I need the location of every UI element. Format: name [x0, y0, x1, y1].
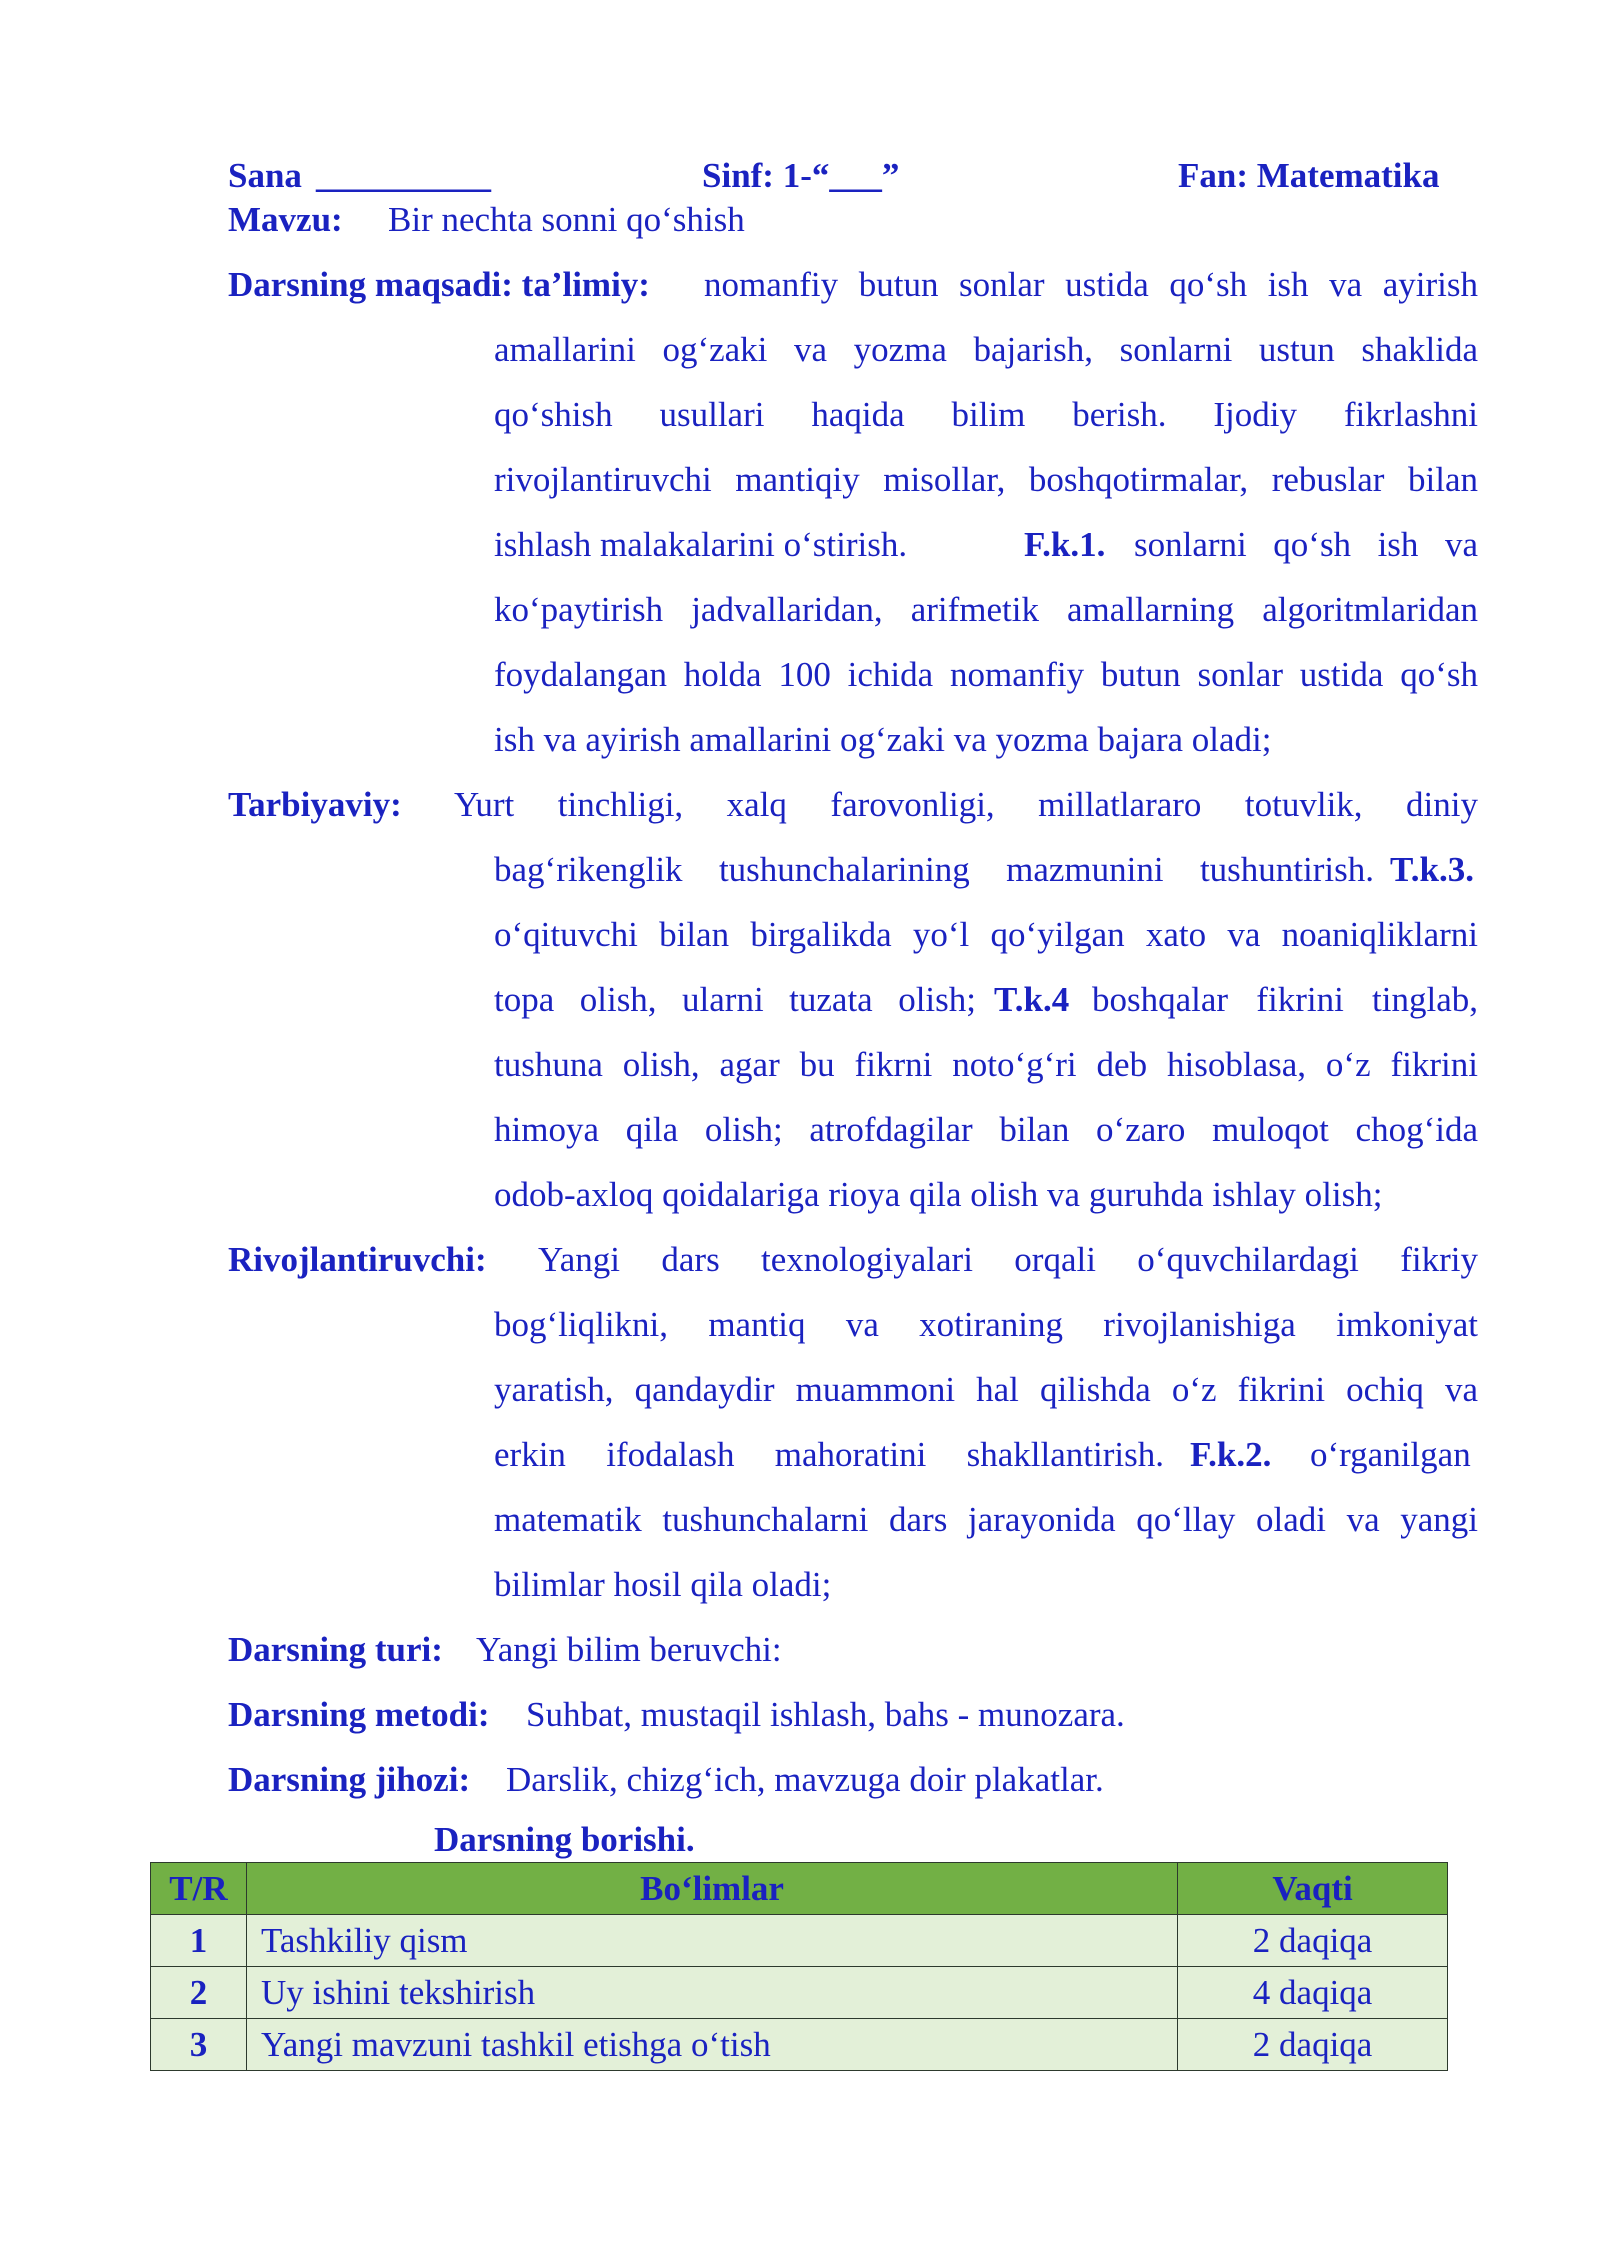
maqsad-line: ish va ayirish amallarini og‘zaki va yozma bajara oladi;	[494, 720, 1272, 759]
tarbiyaviy-line: himoya qila olish; atrofdagilar bilan o‘zaro muloqot chog‘ida	[494, 1110, 1478, 1149]
rivojlantiruvchi-line: bog‘liqlikni, mantiq va xotiraning rivojlanishiga imkoniyat	[494, 1305, 1478, 1344]
tk3-code: T.k.3.	[1390, 850, 1474, 889]
tarbiyaviy-line: o‘qituvchi bilan birgalikda yo‘l qo‘yilgan xato va noaniqliklarni	[494, 915, 1478, 954]
fk1-code: F.k.1.	[1024, 525, 1106, 564]
mavzu-label: Mavzu:	[228, 200, 343, 239]
table-header-row	[151, 1863, 1448, 1915]
col-header-sections: Bo‘limlar	[246, 1863, 1177, 1915]
maqsad-line: ko‘paytirish jadvallaridan, arifmetik amallarning algoritmlaridan	[494, 590, 1478, 629]
tarbiyaviy-line: bag‘rikenglik tushunchalarining mazmunini tushuntirish.	[494, 850, 1374, 889]
tk4-code: T.k.4	[994, 980, 1070, 1019]
rivojlantiruvchi-line: o‘rganilgan	[1310, 1435, 1471, 1474]
sana-label: Sana	[228, 156, 302, 195]
lesson-sections-table	[150, 1862, 1448, 2071]
tarbiyaviy-line: topa olish, ularni tuzata olish;	[494, 980, 976, 1019]
row-time: 2 daqiqa	[1178, 2019, 1448, 2071]
table-row	[151, 1915, 1448, 1967]
sana-blank: __________	[316, 156, 491, 195]
col-header-tr: T/R	[151, 1863, 247, 1915]
row-number: 2	[151, 1967, 247, 2019]
rivojlantiruvchi-line: yaratish, qandaydir muammoni hal qilishda o‘z fikrini ochiq va	[494, 1370, 1478, 1409]
maqsad-line: foydalangan holda 100 ichida nomanfiy butun sonlar ustida qo‘sh	[494, 655, 1478, 694]
borishi-title: Darsning borishi.	[434, 1820, 695, 1859]
maqsad-line: sonlarni qo‘sh ish va	[1134, 525, 1478, 564]
col-header-time: Vaqti	[1178, 1863, 1448, 1915]
row-time: 2 daqiqa	[1178, 1915, 1448, 1967]
tarbiyaviy-line: boshqalar fikrini tinglab,	[1092, 980, 1478, 1019]
sinf-label: Sinf: 1-“___”	[702, 156, 900, 195]
tarbiyaviy-line: Yurt tinchligi, xalq farovonligi, millatlararo totuvlik, diniy	[454, 785, 1478, 824]
rivojlantiruvchi-line: matematik tushunchalarni dars jarayonida qo‘llay oladi va yangi	[494, 1500, 1478, 1539]
maqsad-line: nomanfiy butun sonlar ustida qo‘sh ish va ayirish	[704, 265, 1478, 304]
rivojlantiruvchi-line: Yangi dars texnologiyalari orqali o‘quvchilardagi fikriy	[538, 1240, 1478, 1279]
row-section: Tashkiliy qism	[246, 1915, 1177, 1967]
maqsad-line: rivojlantiruvchi mantiqiy misollar, boshqotirmalar, rebuslar bilan	[494, 460, 1478, 499]
rivojlantiruvchi-label: Rivojlantiruvchi:	[228, 1240, 487, 1279]
maqsad-line: ishlash malakalarini o‘stirish.	[494, 525, 908, 564]
fan-label: Fan: Matematika	[1178, 156, 1440, 195]
turi-value: Yangi bilim beruvchi:	[476, 1630, 782, 1669]
maqsad-label: Darsning maqsadi: ta’limiy:	[228, 265, 650, 304]
maqsad-line: amallarini og‘zaki va yozma bajarish, sonlarni ustun shaklida	[494, 330, 1478, 369]
row-number: 1	[151, 1915, 247, 1967]
mavzu-value: Bir nechta sonni qo‘shish	[388, 200, 745, 239]
row-time: 4 daqiqa	[1178, 1967, 1448, 2019]
tarbiyaviy-line: tushuna olish, agar bu fikrni noto‘g‘ri deb hisoblasa, o‘z fikrini	[494, 1045, 1478, 1084]
tarbiyaviy-label: Tarbiyaviy:	[228, 785, 402, 824]
metodi-label: Darsning metodi:	[228, 1695, 490, 1734]
row-number: 3	[151, 2019, 247, 2071]
jihozi-value: Darslik, chizg‘ich, mavzuga doir plakatlar.	[506, 1760, 1104, 1799]
turi-label: Darsning turi:	[228, 1630, 443, 1669]
tarbiyaviy-line: odob-axloq qoidalariga rioya qila olish va guruhda ishlay olish;	[494, 1175, 1383, 1214]
row-section: Uy ishini tekshirish	[246, 1967, 1177, 2019]
metodi-value: Suhbat, mustaqil ishlash, bahs - munozara.	[526, 1695, 1125, 1734]
table-row	[151, 2019, 1448, 2071]
table-row	[151, 1967, 1448, 2019]
fk2-code: F.k.2.	[1190, 1435, 1272, 1474]
rivojlantiruvchi-line: bilimlar hosil qila oladi;	[494, 1565, 832, 1604]
rivojlantiruvchi-line: erkin ifodalash mahoratini shakllantirish.	[494, 1435, 1164, 1474]
maqsad-line: qo‘shish usullari haqida bilim berish. Ijodiy fikrlashni	[494, 395, 1478, 434]
row-section: Yangi mavzuni tashkil etishga o‘tish	[246, 2019, 1177, 2071]
jihozi-label: Darsning jihozi:	[228, 1760, 471, 1799]
